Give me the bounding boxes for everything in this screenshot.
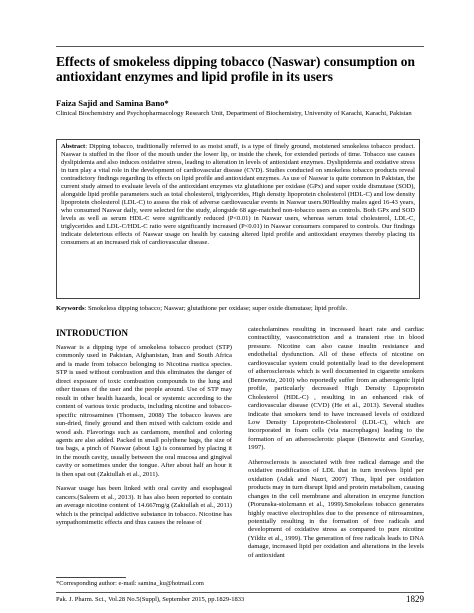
bottom-rule [56,592,424,593]
right-paragraph-2: Atherosclerosis is associated with free radical damage and the oxidative modification of LDL that in turn involves lipid per oxidation (Adak and Nazri, 2007) Thus, lipid per oxidation products may in turn disrupt lipid and protein metabolism, causing changes in the cell membrane and alteration in enzyme function (Piorunska-stolzmann et al., 1999).Smokeless tobacco generates highly reactive electrophiles due to the presence of nitrosamines, potentially resulting in the formation of free radicals and development of oxidative stress as compared to pure nicotine (Yildiz et al., 1999). The generation of free radicals leads to DNA damage, increased lipid per oxidation and alterations in the levels of antioxidant [248,458,424,559]
keywords-label: Keywords [56,305,85,312]
authors: Faiza Sajid and Samina Bano* [56,98,169,108]
left-paragraph-2: Naswar usage has been linked with oral cavity and esophageal cancers.(Saleem et al., 2013). It has also been reported to contain an average nicotine content of 14.667mg/g (Zakiullah et al., 2011) which is the principal addictive substance in tobacco. Nicotine has sympathomimetic effects and thus causes the release of [56,485,232,527]
keywords [56,305,426,314]
affiliation: Clinical Biochemistry and Psychopharmacology Research Unit, Department of Biochemistry, University of Karachi, Karachi, Pakistan [56,110,412,117]
abstract-box [56,139,420,299]
right-paragraph-1: catecholamines resulting in increased heart rate and cardiac contractility, vasoconstriction and a transient rise in blood pressure. Nicotine can also cause insulin resistance and endothelial dysfunction. All of these effects of nicotine on cardiovascular system could potentially lead to the development of atherosclerosis which is well documented in cigarette smokers (Benowitz, 2010) who reportedly suffer from an atherogenic lipid profile, particularly decreased High Density Lipoprotein Cholesterol (HDL-C) , resulting in an enhanced risk of cardiovascular disease (CVD) (He et al., 2013). Several studies indicate that smokers tend to have increased levels of oxidized Low Density Lipoprotein-Cholesterol (LDL-C), which are incorporated in foam cells (via macrophages) leading to the formation of an atherosclerotic plaque (Benowitz and Gourlay, 1997). [248,326,424,452]
journal-citation: Pak. J. Pharm. Sci., Vol.28 No.5(Suppl), September 2015, pp.1829-1833 [56,596,245,603]
left-column [56,326,232,534]
keywords-text: : Smokeless dipping tobacco; Naswar; glutathione per oxidase; super oxide dismutase; lipid profile. [84,305,348,312]
intro-heading: INTRODUCTION [56,328,129,338]
left-paragraph-1: Naswar is a dipping type of smokeless tobacco product (STP) commonly used in Pakistan, Afghanistan, Iran and South Africa and is made from tobacco belonging to Nicotina rustica species. STP is used without combustion and this eliminates the danger of direct exposure of toxic combustion compounds to the lung and other tissues of the user and the people around. Use of STP may result in other health hazards, local or systemic according to the content of various toxic products, including nicotine and tobacco-specific nitrosamines (Thomsen, 2008) The tobacco leaves are sun-dried, finely ground and then mixed with calcium oxide and wood ash. Flavorings such as cardamom, menthol and coloring agents are also added. Packed in small polythene bags, the size of tea bags, a pinch of Naswar (about 1g) is consumed by placing it in the mouth cavity, usually between the oral mucosa and gingival cavity or sometimes under the tongue. After about half an hour it is then spat out (Zakiullah et al., 2011). [56,344,232,478]
abstract-text: : Dipping tobacco, traditionally referred to as moist snuff, is a type of finely ground, moistened smokeless tobacco product. Naswar is stuffed in the floor of the mouth under the lower lip, or inside the cheek, for extended periods of time. Tobacco use causes dyslipidemia and also induces oxidative stress, leading to alteration in levels of antioxidant enzymes. Dyslipidemia and oxidative stress in turn play a vital role in the development of cardiovascular disease (CVD). Studies conducted on smokeless tobacco products reveal contradictory findings regarding its effects on lipid profile and antioxidant enzymes. As use of Naswar is quite common in Pakistan, the current study aimed to evaluate levels of the antioxidant enzymes viz glutathione per oxidase (GPx) and super oxide dismutase (SOD), alongside lipid profile parameters such as total cholesterol, triglycerides, High density lipoprotein cholesterol (HDL-C) and low density lipoprotein cholesterol (LDL-C) to assess the risk of adverse cardiovascular events in Naswar users.90Healthy males aged 16-43 years, who consumed Naswar daily, were selected for the study, alongside 68 age-matched non-tobacco users as controls. Both GPx and SOD levels as well as serum HDL-C were significantly reduced (P<0.01) in Naswar users, whereas serum total cholesterol, LDL-C, triglycerides and LDL-C/HDL-C ratio were significantly increased (P<0.01) in Naswar consumers compared to controls. Our findings indicate deleterious effects of Naswar usage on health by causing altered lipid profile and antioxidant enzymes thereby placing its consumers at an increased risk of cardiovascular disease. [61,143,415,246]
abstract-label: Abstract [61,143,86,150]
corresponding-author-footnote: *Corresponding author: e-mail: samina_ku@hotmail.com [56,580,204,587]
footnote-rule [56,577,126,578]
paper-title: Effects of smokeless dipping tobacco (Naswar) consumption on antioxidant enzymes and lipid profile in its users [56,54,415,84]
page-number: 1829 [406,594,424,604]
top-rule [56,46,424,47]
right-column [248,326,424,566]
